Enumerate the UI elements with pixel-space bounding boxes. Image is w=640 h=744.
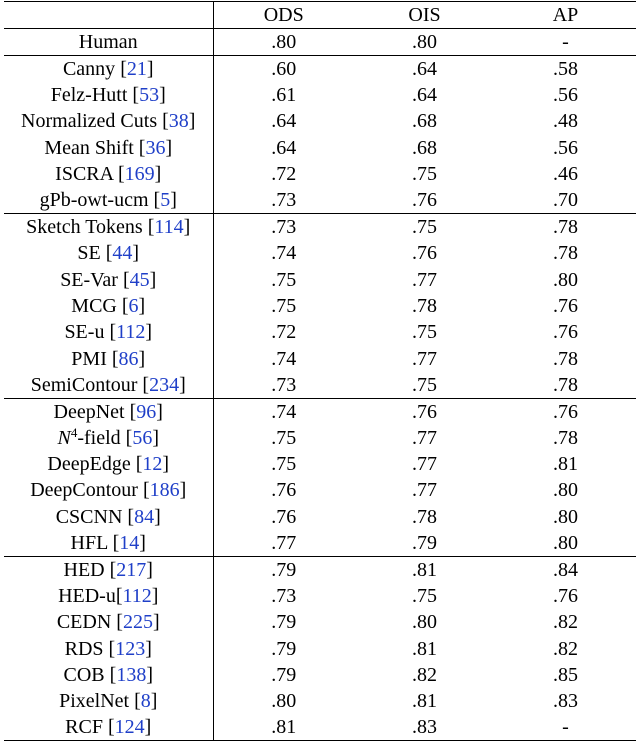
citation-close-bracket: ] (179, 373, 186, 396)
table-row (4, 319, 636, 345)
ods-value: .73 (213, 214, 354, 241)
method-name: DeepEdge (47, 453, 136, 476)
table-row (4, 372, 636, 399)
table-row (4, 56, 636, 83)
method-cell (4, 451, 213, 477)
ap-value: .82 (553, 637, 578, 660)
citation-open-bracket: [ (125, 426, 133, 449)
ods-value: .60 (213, 56, 354, 83)
citation-close-bracket: ] (146, 58, 154, 80)
ois-value: .64 (412, 84, 437, 107)
ap-value: .58 (495, 56, 636, 83)
ods-value: .73 (271, 189, 297, 212)
table-row (4, 161, 636, 187)
ods-value: .75 (271, 268, 297, 291)
ods-value: .80 (213, 29, 354, 56)
ois-value: .76 (412, 242, 437, 265)
table-row (4, 504, 636, 530)
table-row (4, 714, 636, 741)
ap-value: .81 (553, 453, 578, 476)
citation-close-bracket: ] (146, 663, 153, 686)
citation-open-bracket: [ (147, 216, 155, 239)
ods-value: .76 (271, 505, 297, 528)
ods-value: .64 (271, 136, 297, 159)
ap-value: .83 (553, 690, 578, 713)
method-cell (4, 583, 213, 609)
table-row (4, 451, 636, 477)
method-cell (4, 714, 213, 741)
method-cell (4, 29, 213, 56)
method-name: HED-u (58, 585, 116, 607)
ap-value: .56 (553, 136, 578, 159)
citation-close-bracket: ] (162, 453, 170, 476)
citation-close-bracket: ] (179, 479, 187, 502)
ap-value: .84 (495, 556, 636, 583)
method-name: HFL (70, 531, 113, 554)
header-ois: OIS (354, 2, 495, 29)
ap-value: .85 (553, 663, 578, 686)
citation-open-bracket: [ (117, 163, 125, 186)
ap-value: .46 (553, 163, 578, 186)
citation-close-bracket: ] (183, 216, 191, 239)
table-row (4, 556, 636, 583)
ods-value: .79 (213, 556, 354, 583)
citation-close-bracket: ] (152, 611, 160, 634)
table-row (4, 609, 636, 635)
ois-value: .78 (412, 294, 437, 317)
ap-value: .76 (553, 321, 578, 344)
citation-open-bracket: [ (112, 531, 120, 554)
ods-value: .75 (271, 294, 297, 317)
citation-link[interactable]: 84 (134, 505, 155, 528)
method-cell (4, 240, 213, 266)
citation-link[interactable]: 8 (140, 690, 151, 713)
ap-value: .78 (553, 242, 578, 265)
citation-open-bracket: [ (109, 321, 117, 344)
ois-value: .75 (412, 373, 437, 396)
method-name: MCG (71, 294, 122, 317)
table-row (4, 293, 636, 319)
method-name: PixelNet (59, 690, 135, 713)
citation-close-bracket: ] (145, 321, 153, 344)
citation-close-bracket: ] (132, 242, 140, 265)
citation-link[interactable]: 124 (114, 716, 145, 739)
ods-value: .72 (271, 321, 297, 344)
citation-close-bracket: ] (149, 268, 157, 291)
citation-open-bracket: [ (127, 505, 135, 528)
citation-open-bracket: [ (109, 558, 117, 581)
method-name: SE-Var (60, 268, 123, 291)
ois-value: .82 (412, 663, 437, 686)
ap-value: .80 (553, 268, 578, 291)
method-cell (4, 609, 213, 635)
ods-value: .73 (271, 373, 297, 396)
table-row (4, 398, 636, 425)
method-name: PMI (71, 347, 112, 370)
citation-link[interactable]: 217 (116, 558, 147, 581)
ods-value: .80 (271, 690, 297, 713)
citation-link[interactable]: 114 (154, 216, 184, 239)
method-cell (4, 398, 213, 425)
ap-value: .80 (553, 505, 578, 528)
ois-value: .75 (354, 214, 495, 241)
citation-link[interactable]: 112 (122, 585, 152, 607)
ois-value: .83 (354, 714, 495, 741)
citation-open-bracket: [ (121, 294, 129, 317)
citation-open-bracket: [ (115, 585, 123, 607)
ois-value: .77 (412, 426, 437, 449)
method-cell (4, 345, 213, 371)
method-name: DeepNet (53, 400, 130, 423)
citation-link[interactable]: 123 (115, 637, 146, 660)
citation-open-bracket: [ (109, 663, 117, 686)
method-cell (4, 266, 213, 292)
citation-link[interactable]: 56 (132, 426, 153, 449)
citation-open-bracket: [ (153, 189, 161, 212)
table-row (4, 187, 636, 214)
citation-open-bracket: [ (132, 84, 140, 107)
ap-value: .78 (495, 214, 636, 241)
ods-value: .79 (271, 663, 297, 686)
citation-link[interactable]: 14 (119, 531, 140, 554)
header-ods: ODS (213, 2, 354, 29)
citation-open-bracket: [ (135, 453, 143, 476)
table-row (4, 135, 636, 161)
ap-value: .80 (553, 531, 578, 554)
citation-open-bracket: [ (162, 110, 169, 133)
ap-value: .48 (553, 110, 578, 133)
method-name: SE (77, 242, 106, 265)
ois-value: .80 (354, 29, 495, 56)
citation-close-bracket: ] (188, 110, 196, 133)
method-cell (4, 108, 213, 134)
method-name: ISCRA (55, 163, 118, 186)
method-name: DeepContour (30, 479, 143, 502)
table-row (4, 108, 636, 134)
table-row (4, 29, 636, 56)
ap-value: .76 (495, 398, 636, 425)
citation-link[interactable]: 53 (139, 84, 160, 107)
ois-value: .68 (412, 110, 437, 133)
citation-link[interactable]: 112 (116, 321, 146, 344)
citation-open-bracket: [ (142, 479, 150, 502)
citation-link[interactable]: 12 (142, 453, 163, 476)
citation-link[interactable]: 234 (149, 373, 180, 396)
ois-value: .77 (412, 453, 437, 476)
ois-value: .64 (354, 56, 495, 83)
citation-link[interactable]: 6 (128, 294, 139, 317)
citation-link[interactable]: 225 (122, 611, 153, 634)
table-row (4, 214, 636, 241)
citation-open-bracket: [ (120, 58, 127, 80)
header-method (4, 2, 213, 29)
method-name: CEDN (56, 611, 117, 634)
method-cell (4, 504, 213, 530)
ois-value: .81 (412, 690, 437, 713)
citation-open-bracket: [ (105, 242, 113, 265)
ods-value: .81 (213, 714, 354, 741)
citation-open-bracket: [ (142, 373, 150, 396)
method-name: CSCNN (55, 505, 128, 528)
ods-value: .79 (271, 637, 297, 660)
ois-value: .77 (412, 479, 437, 502)
citation-close-bracket: ] (152, 426, 159, 449)
ods-value: .74 (213, 398, 354, 425)
citation-link[interactable]: 186 (149, 479, 180, 502)
ods-value: .74 (271, 242, 297, 265)
citation-open-bracket: [ (108, 637, 116, 660)
ap-value: .56 (553, 84, 578, 107)
header-ap: AP (495, 2, 636, 29)
ois-value: .76 (412, 189, 437, 212)
method-cell (4, 635, 213, 661)
table-row (4, 240, 636, 266)
ap-value: .78 (553, 373, 578, 396)
ods-value: .61 (271, 84, 297, 107)
ap-value: - (495, 29, 636, 56)
table-row (4, 82, 636, 108)
ois-value: .77 (412, 347, 437, 370)
citation-close-bracket: ] (165, 136, 173, 159)
citation-close-bracket: ] (151, 585, 159, 607)
table-row (4, 345, 636, 371)
method-name: -field (77, 426, 126, 449)
citation-open-bracket: [ (138, 136, 146, 159)
method-cell (4, 556, 213, 583)
citation-link[interactable]: 45 (129, 268, 150, 291)
method-name: Canny (62, 58, 121, 80)
ois-value: .78 (412, 505, 437, 528)
ods-value: .79 (271, 611, 297, 634)
citation-close-bracket: ] (138, 347, 146, 370)
method-cell (4, 530, 213, 557)
method-cell (4, 56, 213, 83)
ois-value: .80 (412, 611, 437, 634)
ods-value: .72 (271, 163, 297, 186)
citation-link[interactable]: 169 (124, 163, 155, 186)
citation-link[interactable]: 86 (118, 347, 139, 370)
ap-value: - (495, 714, 636, 741)
table-row (4, 425, 636, 451)
citation-close-bracket: ] (144, 716, 152, 739)
ois-value: .75 (412, 585, 437, 607)
method-cell (4, 293, 213, 319)
citation-close-bracket: ] (146, 558, 153, 581)
citation-link[interactable]: 38 (168, 110, 189, 133)
citation-link[interactable]: 21 (126, 58, 147, 80)
header-row (4, 2, 636, 29)
ap-value: .70 (553, 189, 578, 212)
table-row (4, 662, 636, 688)
method-name: SemiContour (30, 373, 143, 396)
citation-link[interactable]: 96 (136, 400, 157, 423)
method-cell (4, 425, 213, 451)
method-cell (4, 477, 213, 503)
method-cell (4, 161, 213, 187)
citation-close-bracket: ] (150, 690, 158, 713)
method-cell (4, 372, 213, 399)
ods-value: .75 (271, 426, 297, 449)
table-row (4, 266, 636, 292)
method-cell (4, 187, 213, 214)
citation-open-bracket: [ (129, 400, 137, 423)
method-cell (4, 82, 213, 108)
table-row (4, 583, 636, 609)
method-name: HED (63, 558, 110, 581)
citation-close-bracket: ] (156, 400, 163, 423)
ois-value: .75 (412, 321, 437, 344)
ods-value: .74 (271, 347, 297, 370)
method-name: Normalized Cuts (21, 110, 163, 133)
citation-close-bracket: ] (154, 163, 162, 186)
method-name: RDS (64, 637, 109, 660)
ods-value: .76 (271, 479, 297, 502)
ois-value: .77 (412, 268, 437, 291)
ois-value: .79 (412, 531, 437, 554)
citation-close-bracket: ] (139, 531, 146, 554)
table-row (4, 477, 636, 503)
ap-value: .82 (553, 611, 578, 634)
citation-open-bracket: [ (111, 347, 119, 370)
citation-open-bracket: [ (122, 268, 130, 291)
ois-value: .68 (412, 136, 437, 159)
method-name: COB (63, 663, 110, 686)
method-name: gPb-owt-ucm (39, 189, 154, 212)
method-cell (4, 214, 213, 241)
citation-link[interactable]: 44 (112, 242, 133, 265)
citation-close-bracket: ] (154, 505, 161, 528)
method-name: Human (78, 31, 138, 53)
method-symbol-superscript: 4 (70, 424, 78, 440)
table-row (4, 530, 636, 557)
ap-value: .76 (553, 585, 578, 607)
method-name: RCF (65, 716, 108, 739)
method-cell (4, 135, 213, 161)
method-cell (4, 319, 213, 345)
citation-close-bracket: ] (159, 84, 166, 107)
ap-value: .76 (553, 294, 578, 317)
ap-value: .80 (553, 479, 578, 502)
method-name: SE-u (64, 321, 110, 344)
ods-value: .77 (271, 531, 297, 554)
citation-close-bracket: ] (138, 294, 146, 317)
ois-value: .81 (354, 556, 495, 583)
method-cell (4, 662, 213, 688)
method-cell (4, 688, 213, 714)
citation-close-bracket: ] (145, 637, 152, 660)
method-name: Felz-Hutt (50, 84, 133, 107)
citation-open-bracket: [ (116, 611, 123, 634)
method-symbol: N (57, 426, 71, 449)
ods-value: .73 (271, 585, 297, 607)
table-row (4, 688, 636, 714)
ods-value: .75 (271, 453, 297, 476)
citation-open-bracket: [ (134, 690, 141, 713)
results-table (4, 1, 636, 741)
citation-close-bracket: ] (170, 189, 177, 212)
citation-open-bracket: [ (107, 716, 115, 739)
ois-value: .76 (354, 398, 495, 425)
method-name: Mean Shift (44, 136, 139, 159)
citation-link[interactable]: 36 (145, 136, 166, 159)
ods-value: .64 (271, 110, 297, 133)
ois-value: .75 (412, 163, 437, 186)
method-name: Sketch Tokens (26, 216, 148, 239)
ap-value: .78 (553, 426, 578, 449)
citation-link[interactable]: 138 (116, 663, 147, 686)
table-row (4, 635, 636, 661)
ois-value: .81 (412, 637, 437, 660)
table-body (4, 29, 636, 741)
citation-link[interactable]: 5 (160, 189, 171, 212)
ap-value: .78 (553, 347, 578, 370)
